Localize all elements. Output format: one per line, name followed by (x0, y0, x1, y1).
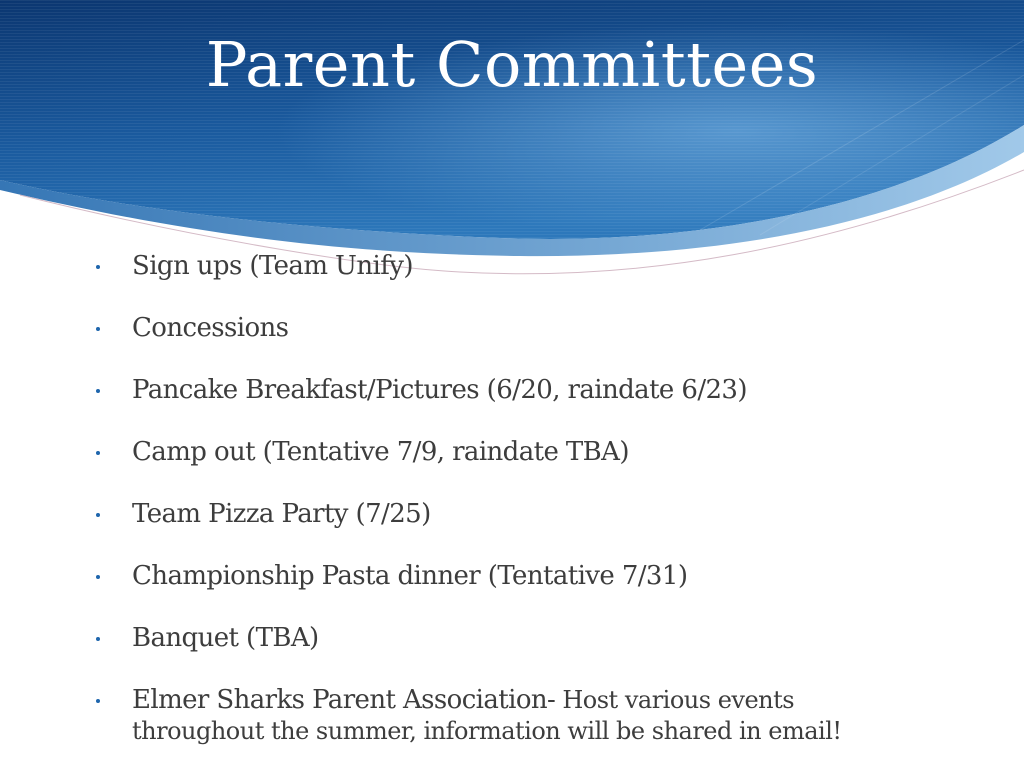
bullet-dot-icon (96, 265, 100, 269)
list-item (92, 312, 972, 344)
bullet-dot-icon (96, 637, 100, 641)
slide-title: Parent Committees (205, 28, 819, 101)
bullet-dot-icon (96, 389, 100, 393)
list-item (92, 250, 972, 282)
bullet-list (92, 250, 972, 746)
bullet-text: Concessions (132, 313, 289, 343)
bullet-dot-icon (96, 513, 100, 517)
bullet-dot-icon (96, 699, 100, 703)
list-item-parent-association (92, 684, 972, 746)
bullet-text: Banquet (TBA) (132, 623, 319, 653)
list-item (92, 436, 972, 468)
list-item (92, 498, 972, 530)
bullet-text: Championship Pasta dinner (Tentative 7/31) (132, 561, 688, 591)
bullet-text: Team Pizza Party (7/25) (132, 499, 431, 529)
bullet-dot-icon (96, 451, 100, 455)
bullet-tail-text: Host various events (555, 686, 795, 714)
list-item (92, 622, 972, 654)
list-item (92, 374, 972, 406)
bullet-continuation-text: throughout the summer, information will be shared in email! (132, 717, 842, 745)
bullet-dot-icon (96, 575, 100, 579)
bullet-dot-icon (96, 327, 100, 331)
list-item (92, 560, 972, 592)
bullet-text: Camp out (Tentative 7/9, raindate TBA) (132, 437, 629, 467)
bullet-text: Pancake Breakfast/Pictures (6/20, raindate 6/23) (132, 375, 747, 405)
bullet-text: Sign ups (Team Unify) (132, 251, 413, 281)
bullet-lead-text: Elmer Sharks Parent Association- (132, 685, 556, 715)
